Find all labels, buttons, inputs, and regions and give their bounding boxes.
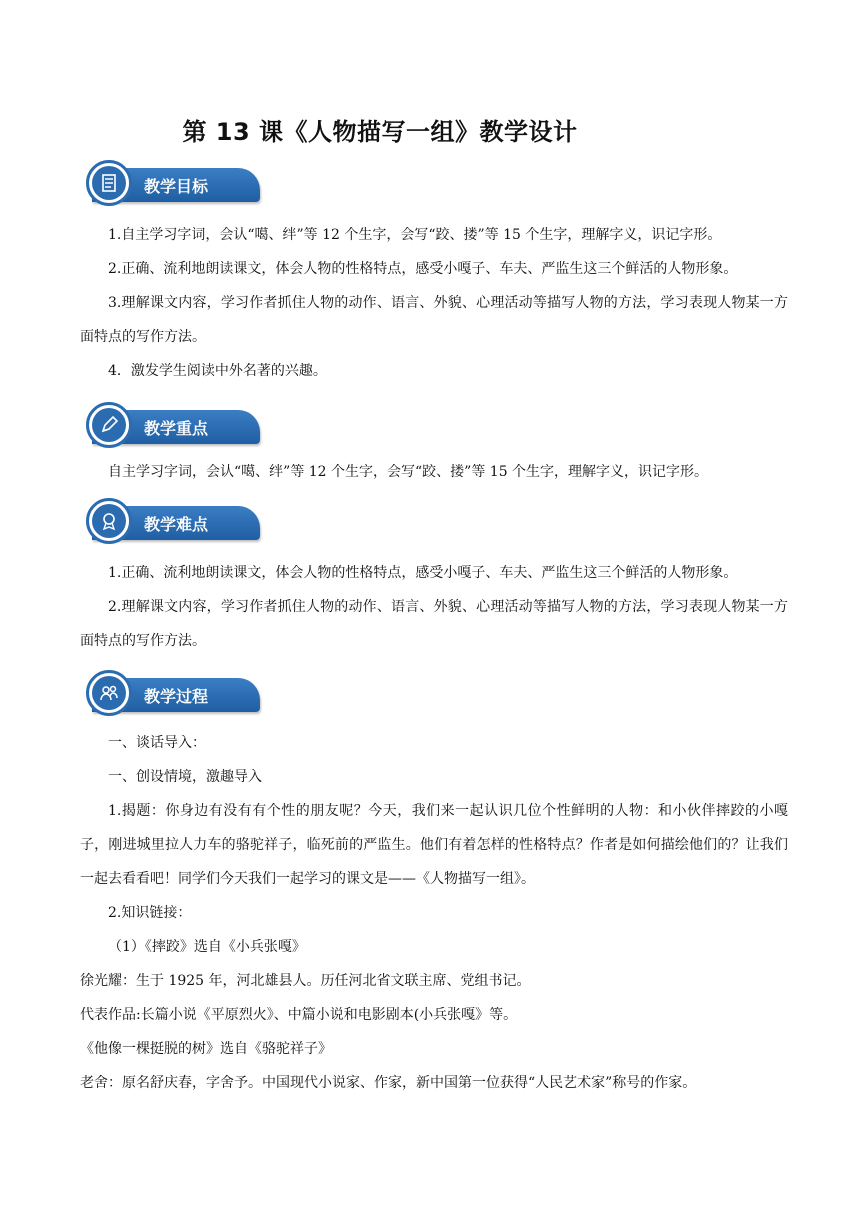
goal-item: 3.理解课文内容，学习作者抓住人物的动作、语言、外貌、心理活动等描写人物的方法，学习表现人物某一方面特点的写作方法。 [80, 295, 788, 345]
process-paragraph: （1）《摔跤》选自《小兵张嘎》 [108, 939, 306, 955]
goal-item: 1.自主学习字词，会认“噶、绊”等 12 个生字，会写“跤、搂”等 15 个生字，理解字义，识记字形。 [108, 227, 722, 243]
section-label-key: 教学重点 [144, 419, 209, 438]
difficult-list [80, 556, 788, 658]
document-title: 第 13 课《人物描写一组》教学设计 [182, 118, 578, 146]
pencil-icon [92, 408, 126, 442]
section-badge-difficult [86, 498, 261, 546]
key-paragraph [80, 455, 788, 489]
section-badge-process [86, 670, 261, 718]
process-paragraph: 2.知识链接： [108, 905, 192, 921]
process-content-cont [80, 964, 788, 1100]
difficult-item: 1.正确、流利地朗读课文，体会人物的性格特点，感受小嘎子、车夫、严监生这三个鲜活的人物形象。 [108, 565, 738, 581]
checklist-icon [92, 166, 126, 200]
goal-item: 4．激发学生阅读中外名著的兴趣。 [108, 363, 327, 379]
works-line: 代表作品:长篇小说《平原烈火》、中篇小说和电影剧本(小兵张嘎》等。 [80, 1007, 518, 1023]
process-subheading: 一、创设情境，激趣导入 [108, 769, 262, 785]
process-content [80, 726, 788, 964]
section-badge-key [86, 402, 261, 450]
goal-item: 2.正确、流利地朗读课文，体会人物的性格特点，感受小嘎子、车夫、严监生这三个鲜活的人物形象。 [108, 261, 738, 277]
goals-list [80, 218, 788, 388]
difficult-item: 2.理解课文内容，学习作者抓住人物的动作、语言、外貌、心理活动等描写人物的方法，学习表现人物某一方面特点的写作方法。 [80, 599, 788, 649]
source-line: 《他像一棵挺脱的树》选自《骆驼祥子》 [80, 1041, 332, 1057]
process-heading: 一、谈话导入： [108, 735, 206, 751]
process-paragraph: 1.揭题：你身边有没有有个性的朋友呢？今天，我们来一起认识几位个性鲜明的人物：和小伙伴摔跤的小嘎子，刚进城里拉人力车的骆驼祥子，临死前的严监生。他们有着怎样的性格特点？作者是如何描绘他们的？让我们一起去看看吧！同学们今天我们一起学习的课文是——《人物描写一组》。 [80, 803, 788, 887]
section-label-difficult: 教学难点 [144, 515, 209, 534]
section-badge-goals [86, 160, 261, 208]
people-icon [92, 676, 126, 710]
author-line: 老舍：原名舒庆春，字舍予。中国现代小说家、作家，新中国第一位获得“人民艺术家”称号的作家。 [80, 1075, 697, 1091]
award-ribbon-icon [92, 504, 126, 538]
section-label-goals: 教学目标 [144, 177, 209, 196]
section-label-process: 教学过程 [144, 687, 209, 706]
author-line: 徐光耀：生于 1925 年，河北雄县人。历任河北省文联主席、党组书记。 [80, 973, 531, 989]
key-text: 自主学习字词，会认“噶、绊”等 12 个生字，会写“跤、搂”等 15 个生字，理解字义，识记字形。 [108, 464, 709, 480]
